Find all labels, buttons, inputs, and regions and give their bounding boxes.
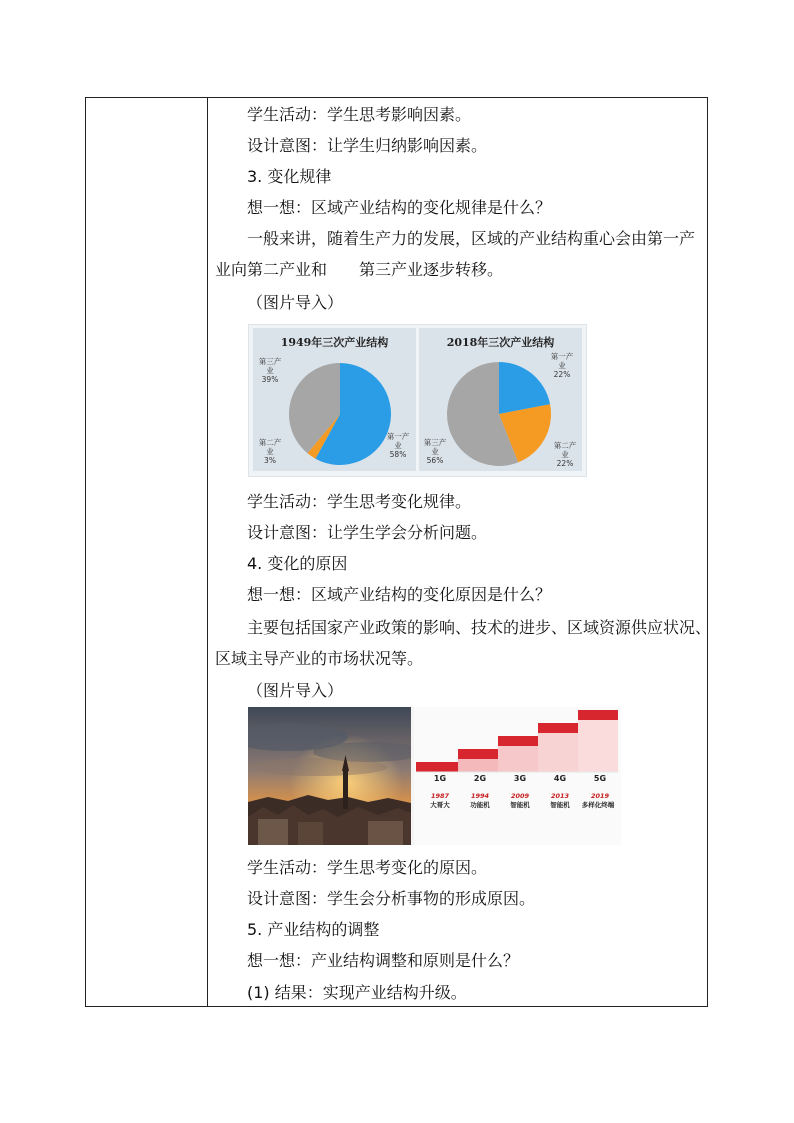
question-line: 想一想：产业结构调整和原则是什么？: [247, 951, 520, 970]
pie-label-primary: 第一产 业 22%: [550, 352, 574, 379]
section-heading: 4. 变化的原因: [247, 554, 348, 573]
content-cell: [208, 98, 712, 1006]
gen-label: 1G: [433, 774, 447, 783]
gen-label: 5G: [593, 774, 607, 783]
text-line: 区域主导产业的市场状况等。: [215, 649, 424, 668]
text-line: 学生活动：学生思考变化规律。: [247, 492, 472, 511]
text-line: 学生活动：学生思考影响因素。: [247, 105, 472, 124]
pie-label-primary: 第一产 业 58%: [386, 432, 410, 459]
question-line: 想一想：区域产业结构的变化原因是什么？: [247, 585, 552, 604]
gen-device: 智能机: [510, 801, 530, 809]
gen-year: 1987: [430, 792, 450, 800]
gen-label: 4G: [553, 774, 567, 783]
pie-chart-1949: [253, 328, 416, 471]
gen-device: 大哥大: [430, 801, 450, 809]
text-line: 学生活动：学生思考变化的原因。: [247, 858, 488, 877]
question-line: 想一想：区域产业结构的变化规律是什么？: [247, 198, 552, 217]
text-line: 设计意图：让学生学会分析问题。: [247, 523, 488, 542]
image-intro: （图片导入）: [247, 681, 344, 700]
image-intro: （图片导入）: [247, 293, 344, 312]
gen-year: 1994: [470, 792, 490, 800]
pie-label-tertiary: 第三产 业 56%: [423, 438, 447, 465]
gen-label: 3G: [513, 774, 527, 783]
gen-year: 2019: [590, 792, 610, 800]
gen-device: 功能机: [470, 801, 490, 809]
section-heading: 5. 产业结构的调整: [247, 920, 380, 939]
pie-chart-2018: [419, 328, 582, 471]
pie-label-secondary: 第二产 业 22%: [553, 441, 577, 468]
text-line: 主要包括国家产业政策的影响、技术的进步、区域资源供应状况、: [247, 618, 712, 637]
text-line: (1) 结果：实现产业结构升级。: [247, 983, 467, 1002]
mobile-generations-diagram: [414, 707, 621, 845]
city-sunset-photo: [248, 707, 411, 845]
text-line: 设计意图：学生会分析事物的形成原因。: [247, 889, 536, 908]
chart-title: 2018年三次产业结构: [446, 336, 555, 349]
gen-device: 多样化终端: [581, 801, 615, 809]
pie-label-tertiary: 第三产 业 39%: [258, 357, 282, 384]
text-line: 业向第二产业和 第三产业逐步转移。: [215, 260, 504, 279]
pie-label-secondary: 第二产 业 3%: [258, 438, 282, 465]
pie-charts-figure: [248, 324, 587, 477]
text-line: 一般来讲，随着生产力的发展，区域的产业结构重心会由第一产: [247, 229, 696, 248]
gen-label: 2G: [473, 774, 487, 783]
gen-year: 2009: [510, 792, 530, 800]
images-figure: [248, 707, 621, 845]
gen-device: 智能机: [550, 801, 570, 809]
section-heading: 3. 变化规律: [247, 167, 332, 186]
chart-title: 1949年三次产业结构: [280, 336, 389, 349]
lesson-plan-table: [85, 97, 712, 1007]
gen-year: 2013: [550, 792, 570, 800]
text-line: 设计意图：让学生归纳影响因素。: [247, 136, 488, 155]
